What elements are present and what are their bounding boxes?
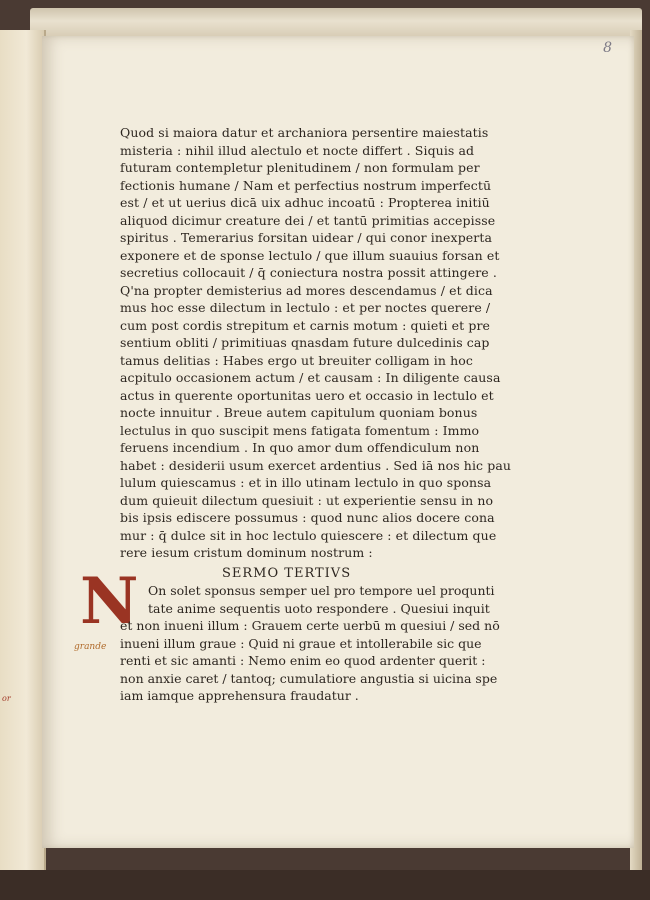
text-line: cum post cordis strepitum et carnis motum : quieti et pre — [120, 317, 491, 333]
text-line: lectulus in quo suscipit mens fatigata fomentum : Immo — [120, 422, 480, 438]
sermon-text-block — [120, 582, 540, 705]
text-line: aliquod dicimur creature dei / et tantū primitias accepisse — [120, 212, 496, 228]
text-line: Q'na propter demisterius ad mores descendamus / et dica — [120, 282, 493, 298]
text-line: est / et ut uerius dicā uix adhuc incoatū : Propterea initiū — [120, 195, 490, 210]
margin-note: grande — [74, 642, 107, 652]
text-line: misteria : nihil illud alectulo et nocte differt . Siquis ad — [120, 142, 475, 158]
text-line: On solet sponsus semper uel pro tempore uel proqunti — [148, 583, 495, 598]
folio-mark: 8 — [603, 40, 612, 56]
text-line: actus in querente oportunitas uero et occasio in lectulo et — [120, 387, 494, 403]
text-line: acpitulo occasionem actum / et causam : In diligente causa — [120, 370, 501, 385]
text-line: tate anime sequentis uoto respondere . Quesiui inquit — [148, 600, 490, 616]
left-page-edge — [0, 30, 46, 890]
text-line: tamus delitias : Habes ergo ut breuiter colligam in hoc — [120, 352, 473, 368]
body-text-block — [120, 124, 540, 562]
background-bottom — [0, 870, 650, 900]
text-line: dum quieuit dilectum quesiuit : ut experientie sensu in no — [120, 492, 494, 508]
text-line: nocte innuitur . Breue autem capitulum quoniam bonus — [120, 405, 478, 420]
text-line: lulum quiescamus : et in illo utinam lectulo in quo sponsa — [120, 475, 492, 490]
text-line: habet : desiderii usum exercet ardentius . Sed iā nos hic pau — [120, 457, 512, 473]
text-line: futuram contempletur plenitudinem / non formulam per — [120, 160, 480, 175]
text-line: secretius collocauit / q̄ coniectura nostra possit attingere . — [120, 265, 497, 280]
decorated-initial: N — [80, 564, 139, 639]
left-margin-note: or — [2, 694, 11, 703]
text-line: renti et sic amanti : Nemo enim eo quod ardenter querit : — [120, 653, 486, 668]
text-line: rere iesum cristum dominum nostrum : — [120, 545, 373, 560]
text-line: mus hoc esse dilectum in lectulo : et per noctes querere / — [120, 300, 491, 315]
text-line: spiritus . Temerarius forsitan uidear / qui conor inexperta — [120, 230, 493, 245]
text-line: Quod si maiora datur et archaniora persentire maiestatis — [120, 125, 489, 140]
text-line: non anxie caret / tantoq; cumulatiore angustia si uicina spe — [120, 670, 498, 686]
sermon-heading: SERMO TERTIVS — [222, 566, 352, 581]
text-line: exponere et de sponse lectulo / que illum suauius forsan et — [120, 247, 500, 263]
text-line: et non inueni illum : Grauem certe uerbū m quesiui / sed nō — [120, 618, 500, 633]
text-line: bis ipsis ediscere possumus : quod nunc alios docere cona — [120, 510, 495, 525]
text-line: feruens incendium . In quo amor dum offendiculum non — [120, 440, 480, 455]
text-line: sentium obliti / primitiuas qnasdam future dulcedinis cap — [120, 335, 490, 350]
text-line: mur : q̄ dulce sit in hoc lectulo quiescere : et dilectum que — [120, 527, 497, 543]
text-line: inueni illum graue : Quid ni graue et intollerabile sic que — [120, 635, 482, 651]
text-line: iam iamque apprehensura fraudatur . — [120, 688, 359, 703]
manuscript-page — [42, 36, 634, 848]
text-line: fectionis humane / Nam et perfectius nostrum imperfectū — [120, 177, 492, 193]
